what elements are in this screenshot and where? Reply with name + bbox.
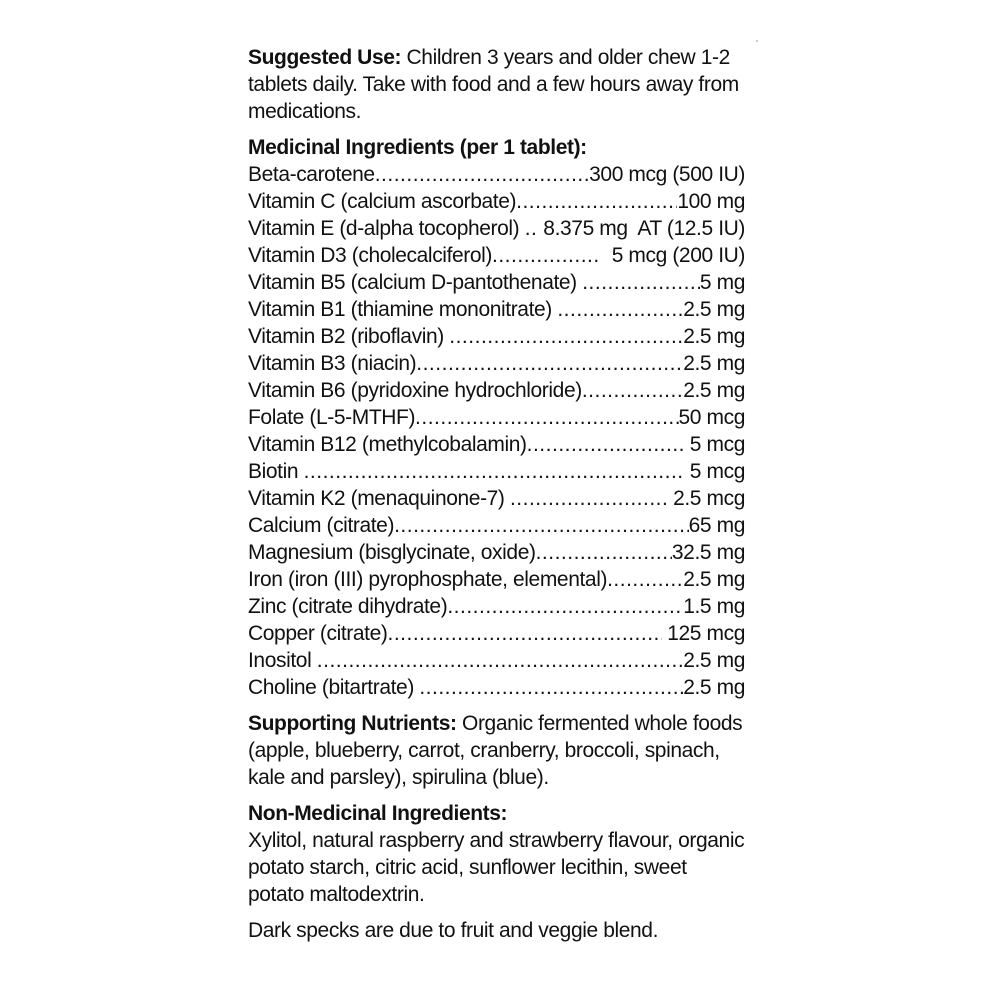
ingredient-row bbox=[248, 458, 745, 485]
ingredient-name: Magnesium (bisglycinate, oxide) bbox=[248, 541, 536, 564]
dot-leader bbox=[607, 566, 683, 593]
ingredient-amount: 2.5 mg bbox=[683, 379, 745, 402]
supporting-nutrients-section bbox=[248, 710, 748, 791]
ingredient-row bbox=[248, 620, 745, 647]
ingredient-row bbox=[248, 404, 745, 431]
ingredient-name: Iron (iron (III) pyrophosphate, elemental) bbox=[248, 568, 608, 591]
ingredient-amount: 2.5 mg bbox=[683, 325, 745, 348]
dot-leader bbox=[415, 404, 678, 431]
dot-leader bbox=[510, 485, 668, 512]
ingredient-row bbox=[248, 485, 745, 512]
ingredient-name: Biotin bbox=[248, 460, 304, 483]
medicinal-ingredients-list bbox=[248, 161, 745, 701]
ingredient-row bbox=[248, 377, 745, 404]
ingredient-amount: 1.5 mg bbox=[683, 595, 745, 618]
stray-speck bbox=[756, 40, 758, 42]
supporting-nutrients-text: Organic fermented whole foods (apple, blueberry, carrot, cranberry, broccoli, spinach, kale and parsley), spirulina (blue). bbox=[248, 712, 743, 789]
dot-leader bbox=[492, 242, 601, 269]
ingredient-name: Inositol bbox=[248, 649, 317, 672]
ingredient-row bbox=[248, 296, 745, 323]
ingredient-row bbox=[248, 647, 745, 674]
non-medicinal-heading: Non-Medicinal Ingredients: bbox=[248, 802, 508, 825]
dot-leader bbox=[317, 647, 683, 674]
suggested-use-paragraph bbox=[248, 44, 748, 125]
ingredient-name: Vitamin K2 (menaquinone-7) bbox=[248, 487, 510, 510]
ingredient-amount: 65 mg bbox=[688, 514, 745, 537]
ingredient-amount: 8.375 mg AT (12.5 IU) bbox=[537, 217, 745, 240]
ingredient-row bbox=[248, 593, 745, 620]
ingredient-name: Vitamin B3 (niacin) bbox=[248, 352, 417, 375]
ingredient-row bbox=[248, 431, 745, 458]
dot-leader bbox=[582, 269, 700, 296]
dot-leader bbox=[387, 620, 661, 647]
ingredient-amount: 300 mcg (500 IU) bbox=[589, 163, 745, 186]
ingredient-amount: 5 mg bbox=[699, 271, 745, 294]
ingredient-name: Calcium (citrate) bbox=[248, 514, 395, 537]
ingredient-name: Choline (bitartrate) bbox=[248, 676, 420, 699]
medicinal-ingredients-heading: Medicinal Ingredients (per 1 tablet): bbox=[248, 136, 587, 159]
ingredient-amount: 5 mcg (200 IU) bbox=[600, 244, 745, 267]
ingredient-amount: 2.5 mcg bbox=[667, 487, 745, 510]
dot-leader bbox=[527, 431, 685, 458]
ingredient-name: Vitamin B5 (calcium D-pantothenate) bbox=[248, 271, 583, 294]
ingredient-row bbox=[248, 188, 745, 215]
ingredient-row bbox=[248, 242, 745, 269]
ingredient-amount: 2.5 mg bbox=[683, 676, 745, 699]
ingredient-name: Vitamin C (calcium ascorbate) bbox=[248, 190, 517, 213]
ingredient-row bbox=[248, 512, 745, 539]
ingredient-name: Vitamin E (d-alpha tocopherol) bbox=[248, 217, 525, 240]
ingredient-name: Folate (L-5-MTHF) bbox=[248, 406, 416, 429]
dot-leader bbox=[525, 215, 538, 242]
non-medicinal-section bbox=[248, 800, 748, 908]
dot-leader bbox=[419, 674, 683, 701]
ingredient-row bbox=[248, 215, 745, 242]
ingredient-name: Zinc (citrate dihydrate) bbox=[248, 595, 448, 618]
ingredient-amount: 2.5 mg bbox=[683, 352, 745, 375]
ingredient-row bbox=[248, 323, 745, 350]
dot-leader bbox=[375, 161, 589, 188]
ingredient-name: Beta-carotene bbox=[248, 163, 375, 186]
dot-leader bbox=[416, 350, 683, 377]
label-text-panel bbox=[248, 44, 748, 953]
ingredient-name: Copper (citrate) bbox=[248, 622, 388, 645]
dot-leader bbox=[516, 188, 677, 215]
ingredient-row bbox=[248, 566, 745, 593]
medicinal-ingredients-section bbox=[248, 134, 748, 701]
dot-leader bbox=[304, 458, 685, 485]
supporting-nutrients-paragraph bbox=[248, 710, 748, 791]
suggested-use-label: Suggested Use: bbox=[248, 46, 402, 69]
ingredient-amount: 32.5 mg bbox=[671, 541, 745, 564]
ingredient-row bbox=[248, 269, 745, 296]
suggested-use-text: Children 3 years and older chew 1-2 tablets daily. Take with food and a few hours away from medications. bbox=[248, 46, 739, 123]
ingredient-amount: 5 mcg bbox=[684, 460, 745, 483]
dark-specks-note: Dark specks are due to fruit and veggie blend. bbox=[248, 919, 659, 942]
dot-leader bbox=[557, 296, 683, 323]
suggested-use-section bbox=[248, 44, 748, 125]
dot-leader bbox=[582, 377, 683, 404]
ingredient-amount: 2.5 mg bbox=[683, 298, 745, 321]
dot-leader bbox=[536, 539, 672, 566]
ingredient-row bbox=[248, 539, 745, 566]
non-medicinal-text: Xylitol, natural raspberry and strawberry flavour, organic potato starch, citric acid, sunflower lecithin, sweet potato maltodextrin. bbox=[248, 829, 745, 906]
ingredient-amount: 100 mg bbox=[677, 190, 745, 213]
ingredient-name: Vitamin D3 (cholecalciferol) bbox=[248, 244, 493, 267]
ingredient-amount: 125 mcg bbox=[661, 622, 745, 645]
ingredient-row bbox=[248, 674, 745, 701]
supporting-nutrients-label: Supporting Nutrients: bbox=[248, 712, 457, 735]
ingredient-name: Vitamin B12 (methylcobalamin) bbox=[248, 433, 527, 456]
dot-leader bbox=[447, 593, 683, 620]
ingredient-name: Vitamin B2 (riboflavin) bbox=[248, 325, 450, 348]
note-section bbox=[248, 917, 748, 944]
ingredient-name: Vitamin B1 (thiamine mononitrate) bbox=[248, 298, 558, 321]
ingredient-row bbox=[248, 161, 745, 188]
ingredient-amount: 5 mcg bbox=[684, 433, 745, 456]
ingredient-name: Vitamin B6 (pyridoxine hydrochloride) bbox=[248, 379, 582, 402]
ingredient-amount: 2.5 mg bbox=[683, 568, 745, 591]
ingredient-amount: 2.5 mg bbox=[683, 649, 745, 672]
dot-leader bbox=[394, 512, 689, 539]
ingredient-amount: 50 mcg bbox=[678, 406, 745, 429]
dot-leader bbox=[449, 323, 683, 350]
ingredient-row bbox=[248, 350, 745, 377]
